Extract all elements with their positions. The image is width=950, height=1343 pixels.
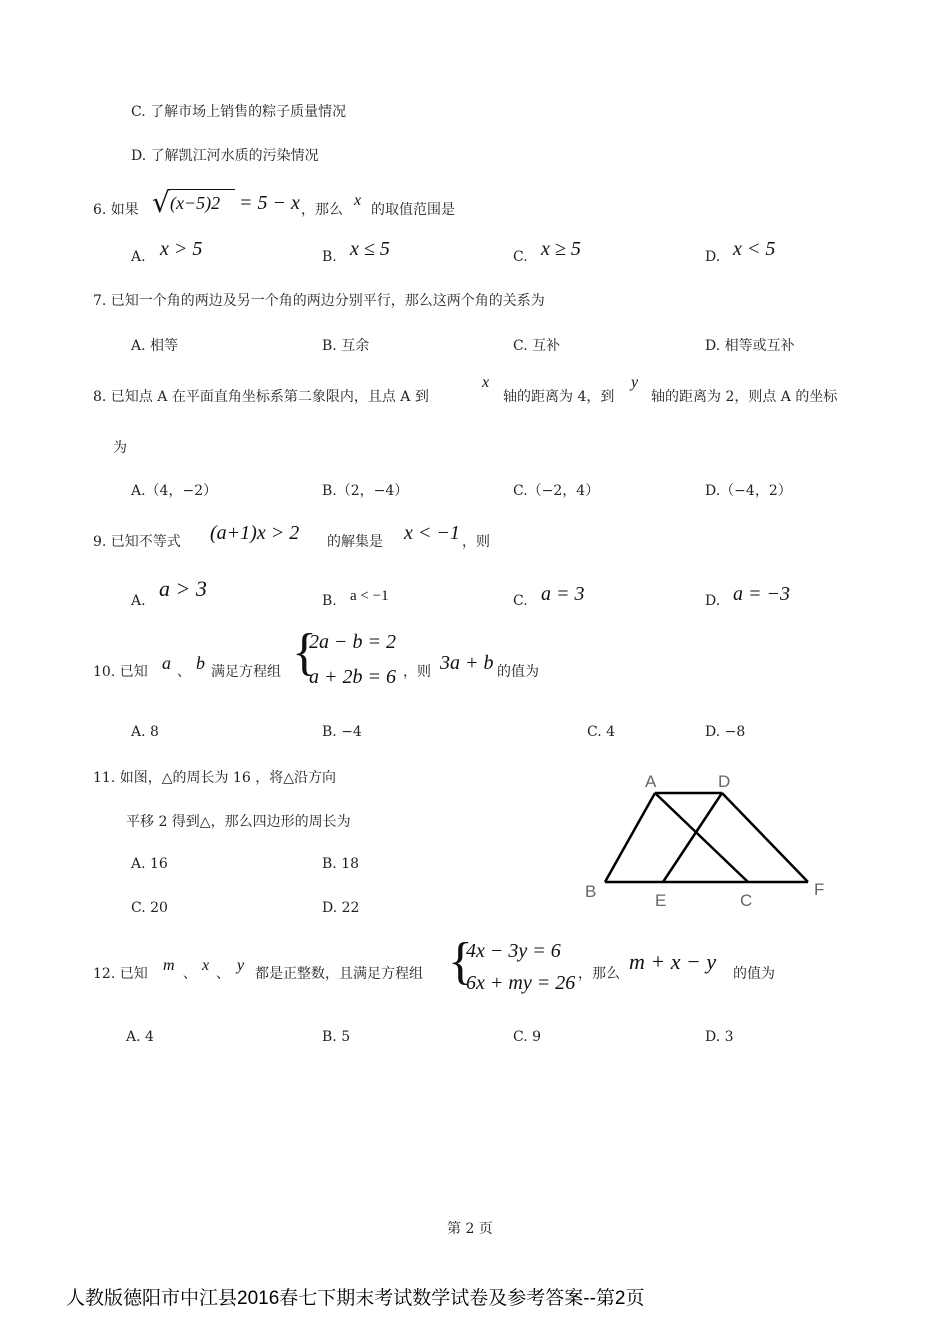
- q12-x: x: [202, 957, 210, 974]
- q6-option-b-expr: x ≤ 5: [350, 238, 390, 260]
- q12-sep2: 、: [216, 966, 230, 982]
- q7-option-c: C. 互补: [513, 338, 561, 354]
- label-c: C: [740, 891, 753, 910]
- q9-option-d-letter: D.: [705, 593, 721, 609]
- q10-part2: 满足方程组: [211, 664, 281, 680]
- q12-equation-2: 6x + my = 26: [466, 972, 576, 994]
- q10-equation-2: a + 2b = 6: [309, 666, 396, 688]
- q6-option-d-expr: x < 5: [733, 238, 776, 260]
- sqrt-vinculum: [168, 189, 235, 190]
- label-f: F: [814, 880, 825, 899]
- q6-option-c-letter: C.: [513, 249, 528, 265]
- q9-option-c-expr: a = 3: [541, 583, 585, 605]
- q11-line1: 11. 如图，△的周长为 16 ，将△沿方向: [93, 770, 336, 786]
- q12-option-b: B. 5: [322, 1029, 351, 1045]
- q9-part2: 的解集是: [327, 534, 383, 550]
- q6-rhs: = 5 − x: [239, 192, 300, 214]
- q8-option-c: C.（−2，4）: [513, 483, 600, 499]
- label-e: E: [655, 891, 667, 910]
- document-footer: 人教版德阳市中江县2016春七下期末考试数学试卷及参考答案--第2页: [66, 1288, 645, 1309]
- q8-part4: 为: [113, 440, 127, 456]
- figure-lines: [605, 793, 808, 882]
- q8-y: y: [631, 374, 639, 391]
- q10-option-a: A. 8: [131, 724, 159, 740]
- q7-option-d: D. 相等或互补: [705, 338, 795, 354]
- q12-option-c: C. 9: [513, 1029, 542, 1045]
- q10-sep: 、: [177, 664, 191, 680]
- q12-system-brace: {: [448, 933, 473, 990]
- q6-option-c-expr: x ≥ 5: [541, 238, 581, 260]
- q11-geometry-figure: [575, 765, 835, 915]
- q8-x: x: [482, 374, 490, 391]
- q12-y: y: [237, 957, 245, 974]
- q12-part4: 的值为: [733, 966, 775, 982]
- q10-b: b: [196, 653, 205, 673]
- q12-part3: ，那么: [578, 966, 620, 982]
- q9-part1: 9. 已知不等式: [93, 534, 181, 550]
- label-d: D: [718, 772, 731, 791]
- q8-option-d: D.（−4，2）: [705, 483, 792, 499]
- q12-sep1: 、: [183, 966, 197, 982]
- q9-solution: x < −1: [404, 522, 460, 544]
- q12-m: m: [163, 957, 175, 974]
- label-b: B: [585, 882, 597, 901]
- q6-var: x: [354, 192, 362, 209]
- q10-a: a: [162, 653, 171, 673]
- q10-expression: 3a + b: [440, 652, 494, 674]
- label-a: A: [645, 772, 657, 791]
- q6-option-a-expr: x > 5: [160, 238, 203, 260]
- q6-option-b-letter: B.: [322, 249, 337, 265]
- q7-option-a: A. 相等: [131, 338, 179, 354]
- q9-option-b-expr: a < −1: [350, 588, 389, 604]
- q10-equation-1: 2a − b = 2: [309, 631, 396, 653]
- q11-option-a: A. 16: [131, 856, 168, 872]
- sqrt-symbol: √: [152, 186, 170, 219]
- segment-de: [663, 793, 722, 882]
- q6-mid: ，那么: [301, 202, 343, 218]
- page-number: 第 2 页: [447, 1221, 493, 1237]
- q11-option-c: C. 20: [131, 900, 168, 916]
- q7-text: 7. 已知一个角的两边及另一个角的两边分别平行，那么这两个角的关系为: [93, 293, 545, 309]
- q5-option-c: C. 了解市场上销售的粽子质量情况: [131, 104, 347, 120]
- q11-option-b: B. 18: [322, 856, 360, 872]
- q12-expression: m + x − y: [629, 949, 717, 974]
- q10-part1: 10. 已知: [93, 664, 148, 680]
- q8-option-b: B.（2，−4）: [322, 483, 409, 499]
- q8-part2: 轴的距离为 4，到: [503, 389, 615, 405]
- q7-option-b: B. 互余: [322, 338, 370, 354]
- q8-part1: 8. 已知点 A 在平面直角坐标系第二象限内，且点 A 到: [93, 389, 429, 405]
- q10-part3: ，则: [403, 664, 431, 680]
- q11-option-d: D. 22: [322, 900, 360, 916]
- q9-part3: ，则: [462, 534, 490, 550]
- q9-option-b-letter: B.: [322, 593, 337, 609]
- q12-equation-1: 4x − 3y = 6: [466, 940, 561, 962]
- q10-option-b: B. −4: [322, 724, 362, 740]
- q12-part2: 都是正整数，且满足方程组: [255, 966, 423, 982]
- q9-option-c-letter: C.: [513, 593, 528, 609]
- q8-part3: 轴的距离为 2，则点 A 的坐标: [651, 389, 838, 405]
- q5-option-d: D. 了解凯江河水质的污染情况: [131, 148, 319, 164]
- q9-inequality: (a+1)x > 2: [210, 522, 300, 544]
- q6-radicand: (x−5)2: [170, 193, 221, 213]
- segment-ab: [605, 793, 655, 882]
- q10-system-brace: {: [292, 624, 317, 681]
- q6-option-a-letter: A.: [131, 249, 146, 265]
- q6-tail: 的取值范围是: [371, 202, 455, 218]
- q6-number: 6. 如果: [93, 202, 139, 218]
- q11-line2: 平移 2 得到△，那么四边形的周长为: [126, 814, 351, 830]
- q9-option-a-letter: A.: [131, 593, 146, 609]
- q12-option-a: A. 4: [126, 1029, 154, 1045]
- q6-option-d-letter: D.: [705, 249, 721, 265]
- q9-option-a-expr: a > 3: [159, 576, 207, 601]
- q10-option-c: C. 4: [587, 724, 616, 740]
- q8-option-a: A.（4，−2）: [131, 483, 218, 499]
- q9-option-d-expr: a = −3: [733, 583, 790, 605]
- q12-part1: 12. 已知: [93, 966, 148, 982]
- q10-option-d: D. −8: [705, 724, 746, 740]
- q12-option-d: D. 3: [705, 1029, 734, 1045]
- q10-part4: 的值为: [497, 664, 539, 680]
